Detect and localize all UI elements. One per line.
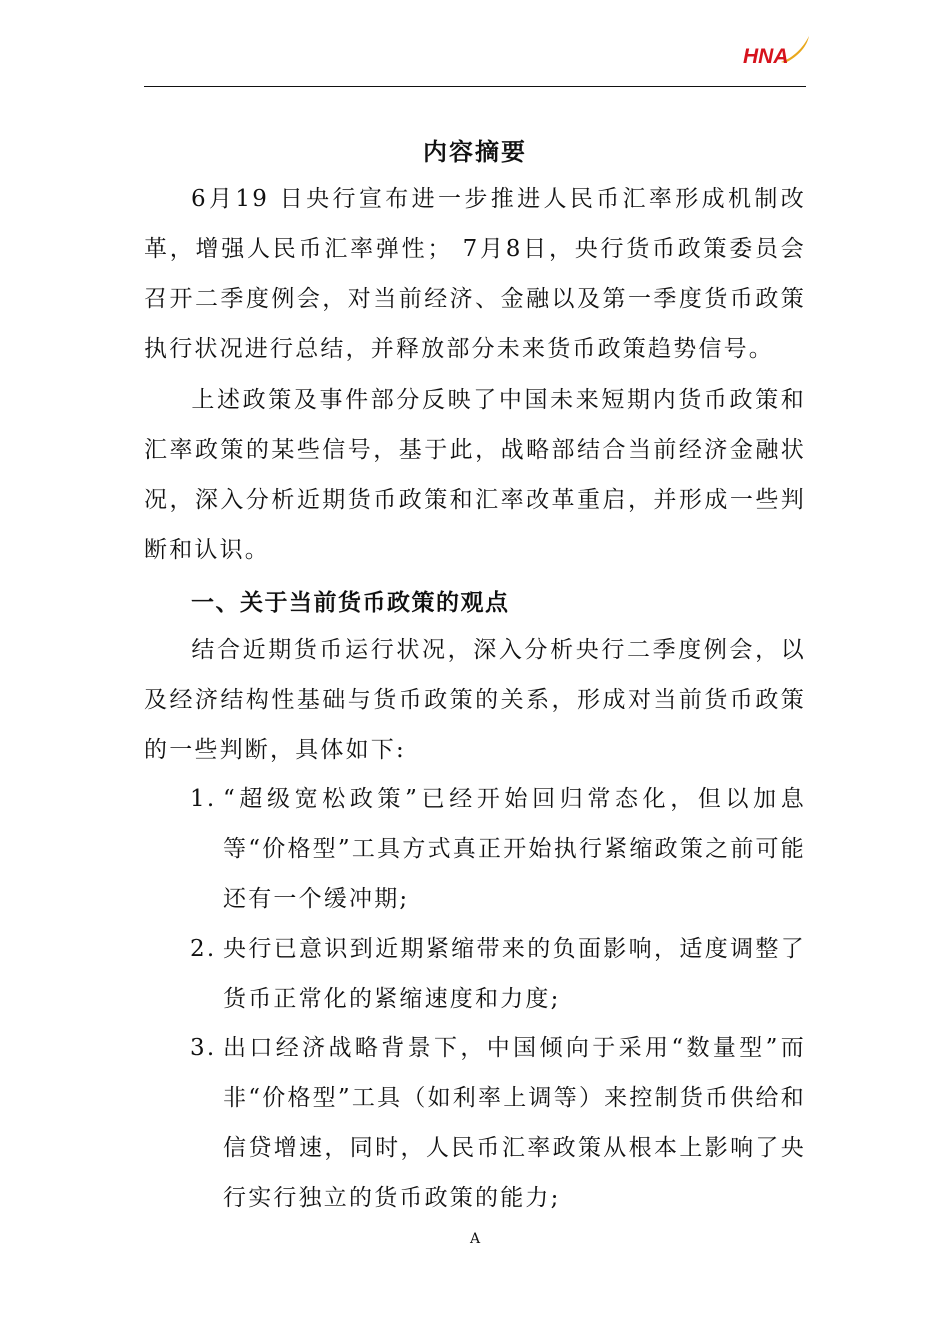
page-number: A — [469, 1231, 481, 1247]
list-item-number: 2. — [190, 936, 217, 962]
list-item-text: “超级宽松政策”已经开始回归常态化，但以加息等“价格型”工具方式真正开始执行紧缩政策之前可能还有一个缓冲期; — [223, 786, 806, 912]
list-item-number: 3. — [190, 1035, 217, 1061]
list-item — [190, 924, 806, 1024]
summary-paragraph-1: 6月19 日央行宣布进一步推进人民币汇率形成机制改革，增强人民币汇率弹性； 7月8日，央行货币政策委员会召开二季度例会，对当前经济、金融以及第一季度货币政策执行状况进行总结，并释放部分未来货币政策趋势信号。 — [144, 186, 806, 362]
header-rule — [144, 86, 806, 87]
hna-logo — [741, 32, 813, 72]
summary-paragraph-2: 上述政策及事件部分反映了中国未来短期内货币政策和汇率政策的某些信号，基于此，战略部结合当前经济金融状况，深入分析近期货币政策和汇率改革重启，并形成一些判断和认识。 — [144, 387, 806, 563]
summary-title: 内容摘要 — [423, 137, 527, 166]
list-item — [190, 774, 806, 924]
list-item-number: 1. — [190, 786, 217, 812]
list-item — [190, 1023, 806, 1223]
section-intro-paragraph: 结合近期货币运行状况，深入分析央行二季度例会，以及经济结构性基础与货币政策的关系，形成对当前货币政策的一些判断，具体如下: — [144, 637, 806, 763]
section-heading: 一、关于当前货币政策的观点 — [191, 589, 510, 616]
list-item-text: 出口经济战略背景下，中国倾向于采用“数量型”而非“价格型”工具（如利率上调等）来控制货币供给和信贷增速，同时，人民币汇率政策从根本上影响了央行实行独立的货币政策的能力; — [223, 1035, 806, 1211]
logo-text: HNA — [743, 45, 789, 68]
list-item-text: 央行已意识到近期紧缩带来的负面影响，适度调整了货币正常化的紧缩速度和力度; — [223, 936, 806, 1012]
